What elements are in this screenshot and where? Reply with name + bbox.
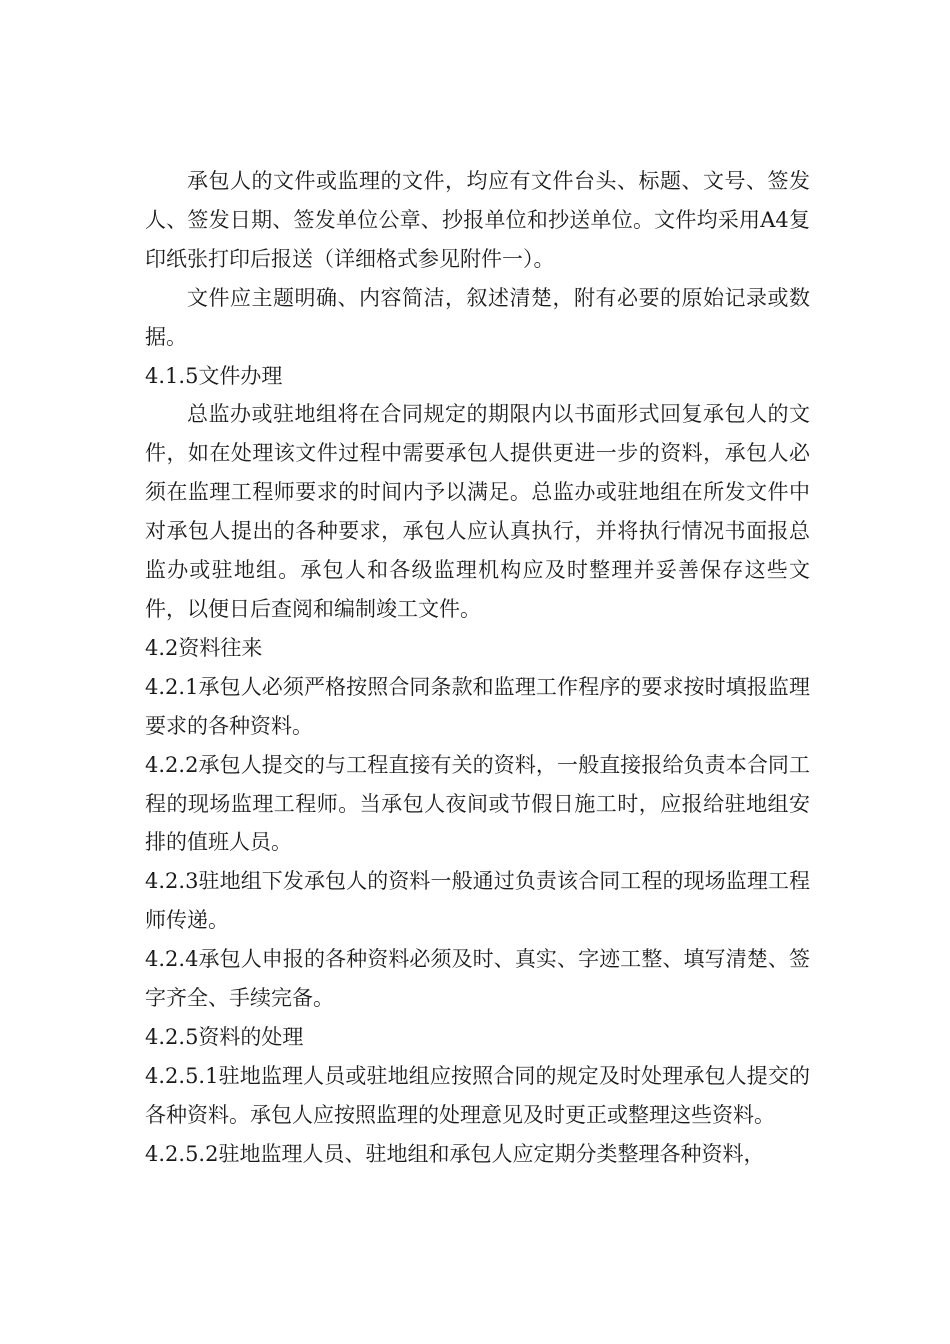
clause-4-2-2: 4.2.2承包人提交的与工程直接有关的资料，一般直接报给负责本合同工程的现场监理工程师。当承包人夜间或节假日施工时，应报给驻地组安排的值班人员。 <box>145 752 810 855</box>
heading-4-2-5: 4.2.5资料的处理 <box>145 1024 304 1049</box>
clause-4-2-5-2: 4.2.5.2驻地监理人员、驻地组和承包人应定期分类整理各种资料， <box>145 1141 765 1166</box>
clause-4-2-1: 4.2.1承包人必须严格按照合同条款和监理工作程序的要求按时填报监理要求的各种资料。 <box>145 674 810 738</box>
heading-4-1-5: 4.1.5文件办理 <box>145 363 283 388</box>
clause-4-2-4: 4.2.4承包人申报的各种资料必须及时、真实、字迹工整、填写清楚、签字齐全、手续完备。 <box>145 947 810 1011</box>
clause-4-2-5-1: 4.2.5.1驻地监理人员或驻地组应按照合同的规定及时处理承包人提交的各种资料。承包人应按照监理的处理意见及时更正或整理这些资料。 <box>145 1063 810 1127</box>
paragraph-file-content: 文件应主题明确、内容简洁，叙述清楚，附有必要的原始记录或数据。 <box>145 285 810 349</box>
heading-4-2: 4.2资料往来 <box>145 635 263 660</box>
paragraph-file-handling: 总监办或驻地组将在合同规定的期限内以书面形式回复承包人的文件，如在处理该文件过程中需要承包人提供更进一步的资料，承包人必须在监理工程师要求的时间内予以满足。总监办或驻地组在所发文件中对承包人提出的各种要求，承包人应认真执行，并将执行情况书面报总监办或驻地组。承包人和各级监理机构应及时整理并妥善保存这些文件，以便日后查阅和编制竣工文件。 <box>145 402 810 621</box>
document-body <box>145 162 810 1174</box>
paragraph-file-format: 承包人的文件或监理的文件，均应有文件台头、标题、文号、签发人、签发日期、签发单位公章、抄报单位和抄送单位。文件均采用A4复印纸张打印后报送（详细格式参见附件一）。 <box>145 169 810 271</box>
clause-4-2-3: 4.2.3驻地组下发承包人的资料一般通过负责该合同工程的现场监理工程师传递。 <box>145 869 810 933</box>
